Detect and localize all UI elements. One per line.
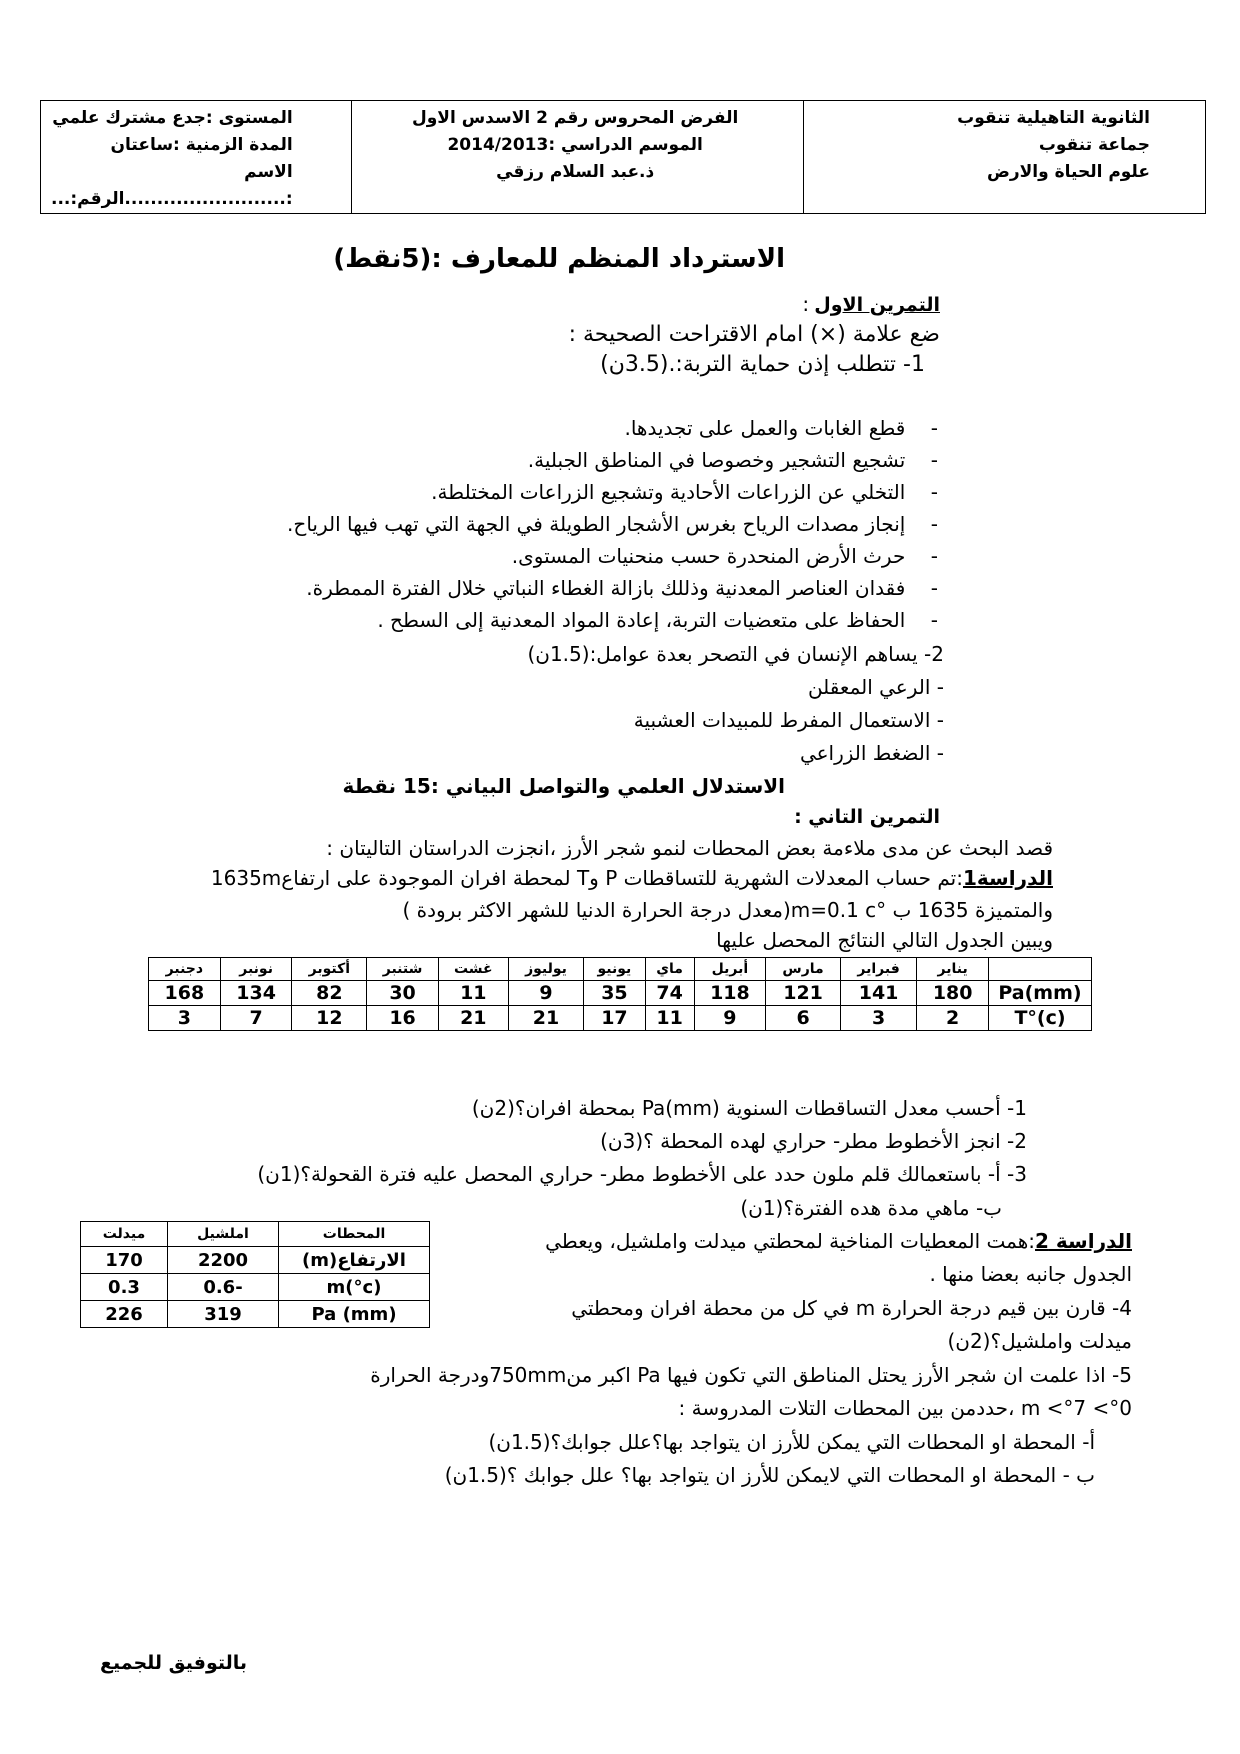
month-header: ماي <box>645 958 694 981</box>
row-label: m(°c) <box>279 1274 430 1301</box>
duration-info: المدة الزمنية :ساعتان <box>110 135 293 155</box>
table-cell: 3 <box>149 1006 221 1031</box>
study1-line1 <box>211 866 1053 890</box>
month-header: يناير <box>917 958 989 981</box>
table-row <box>81 1247 430 1274</box>
table-cell: 141 <box>840 981 916 1006</box>
exercise2-question5-line1: 5- اذا علمت ان شجر الأرز يحتل المناطق التي تكون فيها Pa اكبر من750mmودرجة الحرارة <box>370 1363 1132 1387</box>
header-school-info <box>804 101 1205 213</box>
table-cell: 168 <box>149 981 221 1006</box>
column-header: املشيل <box>168 1222 279 1247</box>
table-cell: 17 <box>584 1006 645 1031</box>
exercise2-question5-line2: m <°7 <°0 ،حددمن بين المحطات التلات المدروسة : <box>678 1396 1132 1420</box>
part1-title: الاسترداد المنظم للمعارف :(5نقط) <box>333 244 785 274</box>
table-cell: 319 <box>168 1301 279 1328</box>
row-label: T°(c) <box>989 1006 1092 1031</box>
table2-header-row <box>81 1222 430 1247</box>
table-cell: 118 <box>694 981 766 1006</box>
question1 <box>600 352 925 377</box>
table-cell: 7 <box>220 1006 292 1031</box>
header-student-info <box>41 101 352 213</box>
exercise2-question5a: أ- المحطة او المحطات التي يمكن للأرز ان يتواجد بها؟علل جوابك؟(1.5ن) <box>488 1430 1095 1454</box>
month-header: دجنبر <box>149 958 221 981</box>
header-exam-info <box>352 101 804 213</box>
part2-title: الاستدلال العلمي والتواصل البياني :15 نقطة <box>342 774 785 798</box>
row-label: Pa(mm) <box>989 981 1092 1006</box>
study2-line2: الجدول جانبه بعضا منها . <box>929 1262 1132 1286</box>
study1-label: الدراسة1 <box>962 866 1053 890</box>
table-cell: 0.3 <box>81 1274 168 1301</box>
table-cell: 9 <box>694 1006 766 1031</box>
table-cell: 180 <box>917 981 989 1006</box>
study2-line1 <box>545 1229 1132 1253</box>
table-row <box>149 981 1092 1006</box>
table-cell: 2 <box>917 1006 989 1031</box>
month-header: نونبر <box>220 958 292 981</box>
closing-wish: بالتوفيق للجميع <box>100 1652 248 1674</box>
table-cell: -0.6 <box>168 1274 279 1301</box>
table-cell: 16 <box>367 1006 439 1031</box>
row-label: الارتفاع(m) <box>279 1247 430 1274</box>
commune-name: جماعة تنقوب <box>1038 135 1150 155</box>
q2-factor-3: - الضغط الزراعي <box>799 741 944 765</box>
exercise2-question3a: 3- أ- باستعمالك قلم ملون حدد على الأخطوط مطر- حراري المحصل عليه فترة القحولة؟(1ن) <box>257 1162 1027 1186</box>
table-cell: 82 <box>292 981 367 1006</box>
subject-name: علوم الحياة والارض <box>986 162 1150 182</box>
table-cell: 134 <box>220 981 292 1006</box>
stations-table <box>80 1221 430 1328</box>
exercise2-question2: 2- انجز الأخطوط مطر- حراري لهده المحطة ؟(3ن) <box>600 1129 1027 1153</box>
table-cell: 21 <box>508 1006 584 1031</box>
table-row <box>149 1006 1092 1031</box>
q2-factor-2: - الاستعمال المفرط للمبيدات العشبية <box>633 708 944 732</box>
table-cell: 11 <box>438 981 508 1006</box>
table-cell: 226 <box>81 1301 168 1328</box>
exercise2-intro: قصد البحث عن مدى ملاءمة بعض المحطات لنمو شجر الأرز ،انجزت الدراستان التاليتان : <box>326 836 1053 860</box>
table-cell: 2200 <box>168 1247 279 1274</box>
month-header: فبراير <box>840 958 916 981</box>
month-header: يوليوز <box>508 958 584 981</box>
exercise2-title: التمرين التاني : <box>794 806 940 828</box>
table1-corner-cell <box>989 958 1092 981</box>
study2-label: الدراسة 2 <box>1035 1229 1132 1253</box>
exercise2-question4-line2: ميدلت واملشيل؟(2ن) <box>947 1329 1132 1353</box>
table-row <box>81 1301 430 1328</box>
table1-month-row <box>149 958 1092 981</box>
month-header: مارس <box>766 958 841 981</box>
afrane-climate-table <box>148 957 1092 1031</box>
student-name-number: الاسم :.........................الرقم:... <box>51 162 293 209</box>
table-cell: 21 <box>438 1006 508 1031</box>
q1-option-2: - تشجيع التشجير وخصوصا في المناطق الجبلية. <box>527 448 938 472</box>
exercise1-colon: : <box>802 292 810 316</box>
table-cell: 11 <box>645 1006 694 1031</box>
month-header: أكتوبر <box>292 958 367 981</box>
exercise2-question1: 1- أحسب معدل التساقطات السنوية Pa(mm) بمحطة افران؟(2ن) <box>471 1096 1027 1120</box>
study1-line2: والمتميزة 1635 ب °m=0.1 c(معدل درجة الحرارة الدنيا للشهر الاكثر برودة ) <box>402 898 1053 922</box>
table-cell: 35 <box>584 981 645 1006</box>
q1-option-7: - الحفاظ على متعضيات التربة، إعادة المواد المعدنية إلى السطح . <box>377 608 938 632</box>
exercise2-question3b: ب- ماهي مدة هده الفترة؟(1ن) <box>740 1196 1002 1220</box>
q1-option-5: - حرث الأرض المنحدرة حسب منحنيات المستوى. <box>511 544 938 568</box>
table-cell: 74 <box>645 981 694 1006</box>
level-info: المستوى :جدع مشترك علمي <box>52 108 293 128</box>
column-header: المحطات <box>279 1222 430 1247</box>
exercise2-question5b: ب - المحطة او المحطات التي لايمكن للأرز ان يتواجد بها؟ علل جوابك ؟(1.5ن) <box>444 1463 1095 1487</box>
exercise2-question4-line1: 4- قارن بين قيم درجة الحرارة m في كل من محطة افران ومحطتي <box>571 1296 1132 1320</box>
teacher-name: ذ.عبد السلام رزقي <box>496 162 655 182</box>
table-cell: 30 <box>367 981 439 1006</box>
q2-factor-1: - الرعي المعقلن <box>807 675 944 699</box>
table-cell: 6 <box>766 1006 841 1031</box>
q1-option-3: - التخلي عن الزراعات الأحادية وتشجيع الزراعات المختلطة. <box>431 480 938 504</box>
table-cell: 121 <box>766 981 841 1006</box>
q1-option-6: - فقدان العناصر المعدنية وذللك بازالة الغطاء النباتي خلال الفترة الممطرة. <box>306 576 938 600</box>
table-cell: 9 <box>508 981 584 1006</box>
school-name: الثانوية التاهيلية تنقوب <box>957 108 1150 128</box>
month-header: غشت <box>438 958 508 981</box>
month-header: يونيو <box>584 958 645 981</box>
exam-title: الفرض المحروس رقم 2 الاسدس الاول <box>411 108 739 128</box>
study1-text: :تم حساب المعدلات الشهرية للتساقطات P وT لمحطة افران الموجودة على ارتفاع1635m <box>210 866 963 890</box>
q1-option-4: - إنجاز مصدات الرياح بغرس الأشجار الطويلة في الجهة التي تهب فيها الرياح. <box>287 512 938 536</box>
exercise1-heading <box>802 292 940 316</box>
exercise1-instruction: ضع علامة (×) امام الاقتراحت الصحيحة : <box>568 322 940 347</box>
question1-text: تتطلب إذن حماية التربة:.(3.5ن) <box>600 352 897 377</box>
study2-text: :همت المعطيات المناخية لمحطتي ميدلت واملشيل، ويعطي <box>545 1229 1036 1253</box>
month-header: شتنبر <box>367 958 439 981</box>
header-box <box>40 100 1206 214</box>
row-label: (mm) Pa <box>279 1301 430 1328</box>
column-header: ميدلت <box>81 1222 168 1247</box>
school-year: الموسم الدراسي :2014/2013 <box>447 135 703 155</box>
exercise1-title: التمرين الاول <box>814 294 940 316</box>
table-cell: 3 <box>840 1006 916 1031</box>
table-row <box>81 1274 430 1301</box>
question1-label: 1- <box>903 352 925 377</box>
q1-option-1: - قطع الغابات والعمل على تجديدها. <box>624 416 938 440</box>
table-cell: 12 <box>292 1006 367 1031</box>
table-cell: 170 <box>81 1247 168 1274</box>
question2: 2- يساهم الإنسان في التصحر بعدة عوامل:(1.5ن) <box>527 642 944 666</box>
study1-line3: ويبين الجدول التالي النتائج المحصل عليها <box>716 928 1053 952</box>
month-header: أبريل <box>694 958 766 981</box>
